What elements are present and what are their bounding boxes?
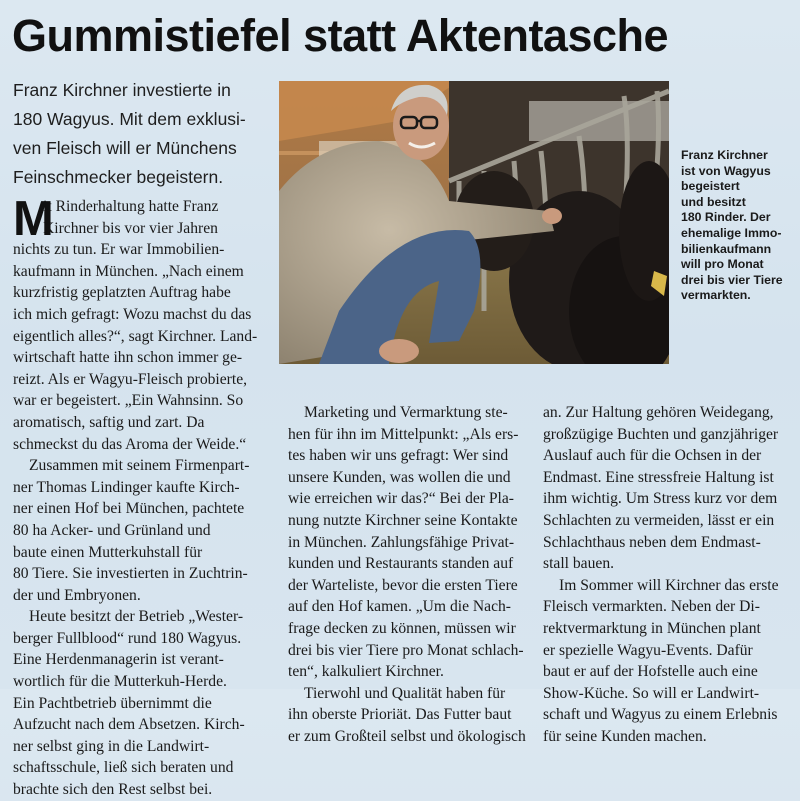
text-line: er zum Großteil selbst und ökologisch — [288, 727, 526, 745]
text-line: schaftsschule, ließ sich beraten und — [13, 759, 234, 777]
text-line: kurzfristig geplatzten Auftrag habe — [13, 284, 231, 302]
text-line: reizt. Als er Wagyu-Fleisch probierte, — [13, 370, 248, 388]
text-line: drei bis vier Tiere pro Monat schlach- — [288, 641, 524, 659]
text-line: eigentlich alles?“, sagt Kirchner. Land- — [13, 327, 258, 345]
caption-line: 180 Rinder. Der — [681, 210, 771, 225]
text-line: Im Sommer will Kirchner das erste — [559, 576, 779, 594]
text-line: 80 ha Acker- und Grünland und — [13, 521, 211, 539]
text-line: Show-Küche. So will er Landwirt- — [543, 684, 760, 702]
text-line: ten“, kalkuliert Kirchner. — [288, 663, 444, 681]
text-line: Tierwohl und Qualität haben für — [304, 684, 506, 702]
text-line: ner einen Hof bei München, pachtete — [13, 500, 245, 518]
deck-line: Franz Kirchner investierte in — [13, 80, 231, 100]
text-line: kunden und Restaurants standen auf — [288, 555, 514, 573]
text-line: rektvermarktung in München plant — [543, 619, 761, 637]
caption-line: will pro Monat — [681, 257, 764, 272]
photo-farmer-with-wagyu-cattle — [279, 81, 669, 364]
text-line: nichts zu tun. Er war Immobilien- — [13, 241, 225, 259]
text-line: 80 Tiere. Sie investierten in Zuchtrin- — [13, 565, 248, 583]
text-line: Kirchner bis vor vier Jahren — [43, 219, 218, 237]
article-deck — [13, 76, 275, 192]
text-line: it Rinderhaltung hatte Franz — [43, 198, 219, 215]
deck-line: 180 Wagyus. Mit dem exklusi- — [13, 109, 246, 129]
body-column-3 — [543, 402, 795, 748]
caption-line: vermarkten. — [681, 288, 751, 303]
text-line: er spezielle Wagyu-Events. Dafür — [543, 641, 753, 659]
text-line: war er begeistert. „Ein Wahnsinn. So — [13, 392, 244, 410]
text-line: Endmast. Eine stressfreie Haltung ist — [543, 468, 774, 486]
text-line: ihn oberste Prioriät. Das Futter baut — [288, 706, 512, 724]
caption-line: Franz Kirchner — [681, 148, 768, 162]
caption-line: ehemalige Immo- — [681, 225, 782, 240]
text-line: Zusammen mit seinem Firmenpart- — [29, 457, 250, 475]
text-line: brachte sich den Rest selbst bei. — [13, 781, 213, 799]
text-line: Eine Herdenmanagerin ist verant- — [13, 651, 224, 669]
caption-line: bilienkaufmann — [681, 241, 772, 256]
caption-line: drei bis vier Tiere — [681, 272, 783, 287]
deck-line: ven Fleisch will er Münchens — [13, 138, 237, 158]
text-line: Fleisch vermarkten. Neben der Di- — [543, 598, 760, 616]
text-line: ich mich gefragt: Wozu machst du das — [13, 305, 252, 323]
deck-line: Feinschmecker begeistern. — [13, 167, 224, 187]
caption-line: ist von Wagyus — [681, 163, 771, 178]
body-column-1 — [13, 192, 275, 801]
text-line: wie erreichen wir das?“ Bei der Pla- — [288, 490, 515, 508]
text-line: an. Zur Haltung gehören Weidegang, — [543, 404, 774, 421]
text-line: stall bauen. — [543, 555, 615, 573]
caption-line: und besitzt — [681, 194, 746, 209]
text-line: nung nutzte Kirchner seine Kontakte — [288, 511, 518, 529]
text-line: der Warteliste, bevor die ersten Tiere — [288, 576, 518, 594]
text-line: schmeckst du das Aroma der Weide.“ — [13, 435, 247, 453]
text-line: frage decken zu können, müssen wir — [288, 619, 516, 637]
text-line: unsere Kunden, was wollen die und — [288, 468, 511, 486]
text-line: Auslauf auch für die Ochsen in der — [543, 447, 762, 465]
text-line: großzügige Buchten und ganzjähriger — [543, 425, 779, 443]
text-line: auf den Hof kamen. „Um die Nach- — [288, 598, 511, 616]
text-line: wirtschaft hatte ihn schon immer ge- — [13, 349, 243, 367]
text-line: Aufzucht nach dem Absetzen. Kirch- — [13, 716, 245, 734]
text-line: Heute besitzt der Betrieb „Wester- — [29, 608, 244, 626]
text-line: kaufmann in München. „Nach einem — [13, 262, 244, 280]
text-line: baut er auf der Hofstelle auch eine — [543, 663, 758, 681]
text-line: aromatisch, saftig und zart. Da — [13, 413, 205, 431]
text-line: Marketing und Vermarktung ste- — [304, 404, 508, 421]
body-column-2 — [288, 402, 536, 748]
text-line: wortlich für die Mutterkuh-Herde. — [13, 673, 227, 691]
text-line: Schlachten zu vermeiden, lässt er ein — [543, 511, 775, 529]
text-line: der und Embryonen. — [13, 586, 141, 604]
text-line: Schlachthaus neben dem Endmast- — [543, 533, 761, 551]
text-line: schaft und Wagyus zu einem Erlebnis — [543, 706, 778, 724]
text-line: ner Thomas Lindinger kaufte Kirch- — [13, 478, 240, 496]
article-photo — [279, 81, 669, 364]
drop-cap: M — [13, 192, 54, 246]
photo-caption — [681, 148, 799, 304]
text-line: für seine Kunden machen. — [543, 727, 707, 745]
caption-line: begeistert — [681, 179, 740, 194]
text-line: berger Fullblood“ rund 180 Wagyus. — [13, 629, 242, 647]
text-line: ner selbst ging in die Landwirt- — [13, 737, 210, 755]
text-line: Ein Pachtbetrieb übernimmt die — [13, 694, 212, 712]
headline: Gummistiefel statt Aktentasche — [12, 10, 669, 61]
text-line: tes haben wir uns gefragt: Wer sind — [288, 447, 509, 465]
text-line: in München. Zahlungsfähige Privat- — [288, 533, 515, 551]
text-line: hen für ihn im Mittelpunkt: „Als ers- — [288, 425, 519, 443]
text-line: ihm wichtig. Um Stress kurz vor dem — [543, 490, 778, 508]
text-line: baute einen Mutterkuhstall für — [13, 543, 203, 561]
